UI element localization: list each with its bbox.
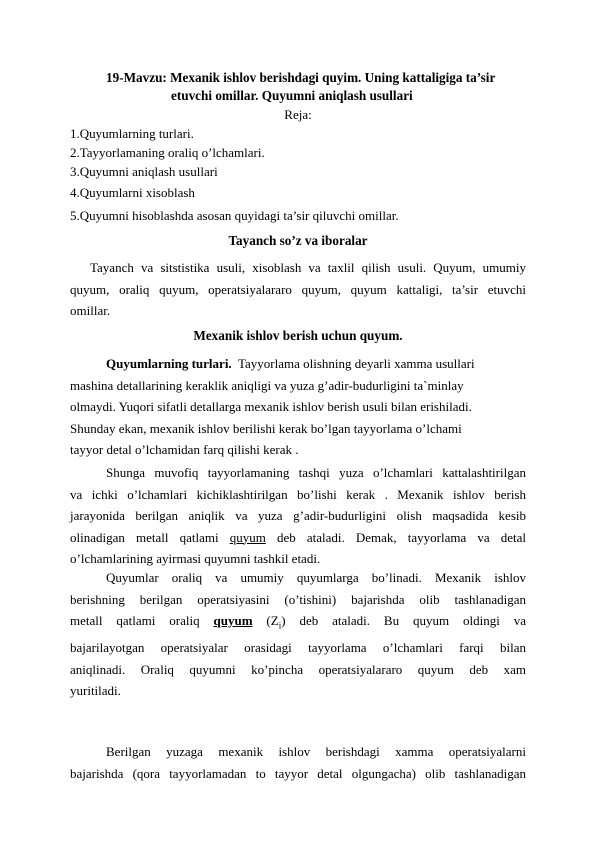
text-line: o’lchamlarining ayirmasi quyumni tashkil etadi.: [70, 551, 321, 566]
paragraph-3: [70, 567, 526, 702]
text-line: quyum, oraliq quyum, operatsiyalararo quyum, quyum kattaligi, ta’sir etuvchi: [70, 281, 526, 297]
paragraph-2: [70, 462, 526, 570]
text-run: ) deb ataladi. Bu quyum oldingi va: [281, 613, 526, 628]
subscript: i: [278, 620, 282, 631]
text-run: deb ataladi. Demak, tayyorlama va detal: [265, 529, 526, 545]
text-run: olinadigan metall qatlami: [70, 529, 230, 545]
title-line-2: etuvchi omillar. Quyumni aniqlash usullari: [171, 88, 413, 103]
plan-list: [70, 126, 526, 229]
plan-item: 2.Tayyorlamaning oraliq o’lchamlari.: [70, 145, 265, 160]
plan-heading: Reja:: [284, 107, 312, 122]
text-line: tayyor detal o’lchamidan farq qilishi kerak .: [70, 442, 299, 457]
text-run: metall qatlami oraliq: [70, 613, 214, 628]
paragraph-4: [70, 741, 526, 784]
title-line-1: 19-Mavzu: Mexanik ishlov berishdagi quyim. Uning kattaligiga ta’sir: [106, 70, 496, 85]
paragraph-1: [70, 353, 526, 461]
plan-item: 1.Quyumlarning turlari.: [70, 126, 194, 141]
text-run: Tayyorlama olishning deyarli xamma usullari: [231, 356, 475, 371]
text-line: Berilgan yuzaga mexanik ishlov berishdagi xamma operatsiyalarni: [106, 744, 526, 759]
text-line: Quyumlar oraliq va umumiy quyumlarga bo’linadi. Mexanik ishlov: [106, 570, 526, 585]
plan-item: 4.Quyumlarni xisoblash: [70, 185, 195, 200]
text-line: yuritiladi.: [70, 683, 121, 699]
term-quyum: quyum: [213, 613, 253, 628]
text-run: (Z: [252, 613, 279, 628]
text-line: Tayanch va sitstistika usuli, xisoblash va taxlil qilish usuli. Quyum, umumiy: [90, 260, 526, 275]
text-line: olmaydi. Yuqori sifatli detallarga mexanik ishlov berish usuli bilan erishiladi.: [70, 399, 472, 414]
section-heading: Mexanik ishlov berish uchun quyum.: [193, 328, 403, 343]
keywords-heading: Tayanch so’z va iboralar: [228, 233, 368, 248]
text-line: omillar.: [70, 303, 111, 318]
text-line: Shunday ekan, mexanik ishlov berilishi kerak bo’lgan tayyorlama o’lchami: [70, 420, 462, 436]
text-line: bajarishda (qora tayyorlamadan to tayyor detal olgungacha) olib tashlanadigan: [70, 765, 526, 781]
text-line: va ichki o’lchamlari kichiklashtirilgan bo’lishi kerak . Mexanik ishlov berish: [70, 486, 526, 502]
text-line: aniqlinadi. Oraliq quyumni ko’pincha operatsiyalararo quyum deb xam: [70, 661, 526, 677]
text-line: jarayonida berilgan aniqlik va yuza g’adir-budurligini olish maqsadida kesib: [70, 508, 526, 523]
text-line: bajarilayotgan operatsiyalar orasidagi tayyorlama o’lchamlari farqi bilan: [70, 640, 526, 656]
term-quyum: quyum: [229, 529, 266, 545]
plan-item: 5.Quyumni hisoblashda asosan quyidagi ta’sir qiluvchi omillar.: [70, 208, 399, 223]
text-line: Shunga muvofiq tayyorlamaning tashqi yuza o’lchamlari kattalashtirilgan: [106, 465, 526, 480]
document-title: [70, 69, 526, 105]
text-line: mashina detallarining keraklik aniqligi va yuza g’adir-budurligini ta`minlay: [70, 377, 464, 393]
keywords-paragraph: [70, 257, 526, 322]
bold-lead: Quyumlarning turlari.: [106, 356, 232, 371]
text-line: berishning berilgan operatsiyasini (o’tishini) bajarishda olib tashlanadigan: [70, 591, 526, 607]
plan-item: 3.Quyumni aniqlash usullari: [70, 164, 218, 179]
